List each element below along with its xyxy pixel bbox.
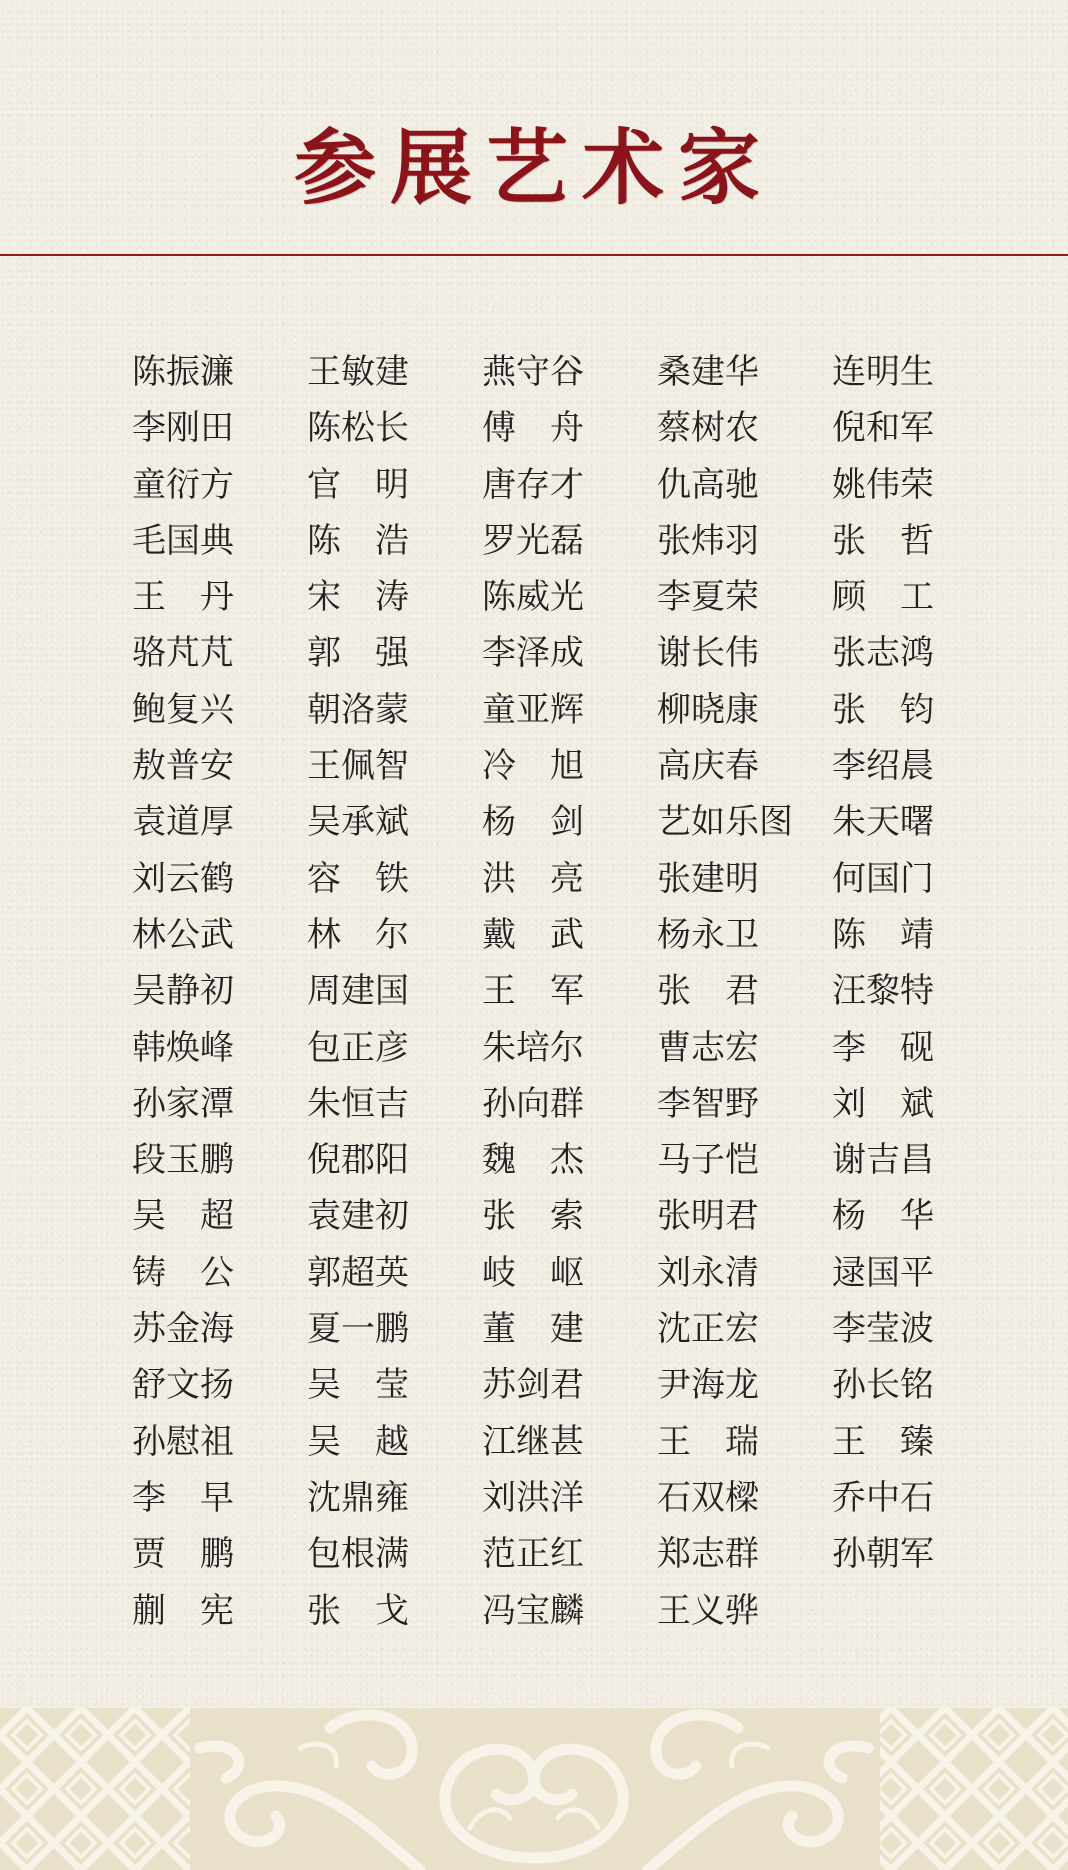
artist-name: 王佩智 [307, 746, 409, 787]
artist-name: 吴 超 [132, 1196, 234, 1237]
artist-name: 孙向群 [482, 1083, 584, 1124]
artist-name: 郑志群 [657, 1534, 759, 1575]
artist-name: 毛国典 [132, 520, 234, 561]
artist-name: 童衍方 [132, 464, 234, 505]
page-title: 参展艺术家 [293, 120, 774, 216]
artist-name: 孙长铭 [832, 1365, 934, 1406]
artist-name: 姚伟荣 [832, 464, 934, 505]
artist-name: 林 尔 [307, 914, 409, 955]
artist-name: 刘云鹤 [132, 858, 234, 899]
artist-name: 陈 浩 [307, 520, 409, 561]
artist-name: 倪郡阳 [307, 1140, 409, 1181]
artist-name: 蒯 宪 [132, 1590, 234, 1631]
artist-name: 张 钧 [832, 689, 934, 730]
artist-name: 童亚辉 [482, 689, 584, 730]
artist-name: 吴承斌 [307, 802, 409, 843]
artist-name: 燕守谷 [482, 352, 584, 392]
artist-name: 洪 亮 [482, 858, 584, 899]
artist-name: 罗光磊 [482, 520, 584, 561]
artist-name: 仇高驰 [657, 464, 759, 505]
artist-name: 李夏荣 [657, 577, 759, 618]
artist-name: 江继甚 [482, 1421, 584, 1462]
artist-name: 孙家潭 [132, 1083, 234, 1124]
artist-name: 林公武 [132, 914, 234, 955]
artist-name: 敖普安 [132, 746, 234, 787]
artist-name: 李智野 [657, 1083, 759, 1124]
artist-name: 孙朝军 [832, 1534, 934, 1575]
artist-name: 朱恒吉 [307, 1083, 409, 1124]
decorative-footer-pattern [0, 1708, 1068, 1870]
artist-name: 夏一鹏 [307, 1309, 409, 1350]
artist-name: 石双樑 [657, 1477, 759, 1518]
artist-name: 高庆春 [657, 746, 759, 787]
artist-name: 谢吉昌 [832, 1140, 934, 1181]
artist-name: 王 军 [482, 971, 584, 1012]
artist-name: 李绍晨 [832, 746, 934, 787]
cloud-scroll-ornament [0, 1708, 1068, 1870]
artist-name: 乔中石 [832, 1477, 934, 1518]
artist-name: 官 明 [307, 464, 409, 505]
artist-name: 段玉鹏 [132, 1140, 234, 1181]
artist-name: 张 哲 [832, 520, 934, 561]
artist-name: 郭 强 [307, 633, 409, 674]
artist-name: 张建明 [657, 858, 759, 899]
artist-name: 岐 岖 [482, 1252, 584, 1293]
artist-name: 蔡树农 [657, 408, 759, 449]
artist-name: 张 戈 [307, 1590, 409, 1631]
artist-name: 陈松长 [307, 408, 409, 449]
artist-name: 张明君 [657, 1196, 759, 1237]
artist-name: 袁建初 [307, 1196, 409, 1237]
artist-name: 张炜羽 [657, 520, 759, 561]
artist-name: 王 臻 [832, 1421, 934, 1462]
artist-name: 宋 涛 [307, 577, 409, 618]
artist-name: 李刚田 [132, 408, 234, 449]
artist-name: 鲍复兴 [132, 689, 234, 730]
artist-name: 魏 杰 [482, 1140, 584, 1181]
artist-name: 苏金海 [132, 1309, 234, 1350]
artist-name: 骆芃芃 [132, 633, 234, 674]
artist-name: 董 建 [482, 1309, 584, 1350]
artist-name: 张 君 [657, 971, 759, 1012]
artist-name: 吴 越 [307, 1421, 409, 1462]
artist-name: 王敏建 [307, 352, 409, 392]
artist-name: 刘 斌 [832, 1083, 934, 1124]
artist-name: 朝洛蒙 [307, 689, 409, 730]
artist-name: 倪和军 [832, 408, 934, 449]
artist-name: 艺如乐图 [657, 802, 793, 843]
artist-name: 铸 公 [132, 1252, 234, 1293]
artist-name: 周建国 [307, 971, 409, 1012]
artist-name: 刘洪洋 [482, 1477, 584, 1518]
artist-name: 李 早 [132, 1477, 234, 1518]
artist-name: 袁道厚 [132, 802, 234, 843]
artist-name: 谢长伟 [657, 633, 759, 674]
artist-name: 张志鸿 [832, 633, 934, 674]
title-divider [0, 254, 1068, 256]
artist-name: 吴 莹 [307, 1365, 409, 1406]
artist-name: 包根满 [307, 1534, 409, 1575]
artist-name: 桑建华 [657, 352, 759, 392]
artist-name: 顾 工 [832, 577, 934, 618]
artist-name: 陈 靖 [832, 914, 934, 955]
artist-name: 李泽成 [482, 633, 584, 674]
artist-name: 郭超英 [307, 1252, 409, 1293]
artist-name: 逯国平 [832, 1252, 934, 1293]
artist-name: 陈振濂 [132, 352, 234, 392]
artist-name: 舒文扬 [132, 1365, 234, 1406]
artist-name: 唐存才 [482, 464, 584, 505]
artist-name: 朱培尔 [482, 1027, 584, 1068]
artist-name: 曹志宏 [657, 1027, 759, 1068]
artist-name: 贾 鹏 [132, 1534, 234, 1575]
artist-name: 沈正宏 [657, 1309, 759, 1350]
artist-name-grid [132, 344, 962, 1639]
artist-name: 范正红 [482, 1534, 584, 1575]
artist-name: 连明生 [832, 352, 934, 392]
artist-name: 柳晓康 [657, 689, 759, 730]
artist-name: 杨 剑 [482, 802, 584, 843]
artist-name: 王 丹 [132, 577, 234, 618]
artist-name: 杨永卫 [657, 914, 759, 955]
artist-name: 刘永清 [657, 1252, 759, 1293]
artist-name: 陈威光 [482, 577, 584, 618]
artist-name: 王 瑞 [657, 1421, 759, 1462]
artist-name: 何国门 [832, 858, 934, 899]
artist-name: 容 铁 [307, 858, 409, 899]
artist-name: 冯宝麟 [482, 1590, 584, 1631]
artist-name: 苏剑君 [482, 1365, 584, 1406]
artist-name: 李 砚 [832, 1027, 934, 1068]
artist-name: 张 索 [482, 1196, 584, 1237]
artist-name: 沈鼎雍 [307, 1477, 409, 1518]
artist-name: 杨 华 [832, 1196, 934, 1237]
artist-name: 王义骅 [657, 1590, 759, 1631]
artist-name: 韩焕峰 [132, 1027, 234, 1068]
artist-name: 李莹波 [832, 1309, 934, 1350]
artist-name: 戴 武 [482, 914, 584, 955]
artist-name: 冷 旭 [482, 746, 584, 787]
artist-name: 傅 舟 [482, 408, 584, 449]
artist-name: 马子恺 [657, 1140, 759, 1181]
artist-name: 朱天曙 [832, 802, 934, 843]
artist-name: 尹海龙 [657, 1365, 759, 1406]
artist-name: 包正彦 [307, 1027, 409, 1068]
artist-name: 吴静初 [132, 971, 234, 1012]
artist-name: 孙慰祖 [132, 1421, 234, 1462]
artist-name: 汪黎特 [832, 971, 934, 1012]
